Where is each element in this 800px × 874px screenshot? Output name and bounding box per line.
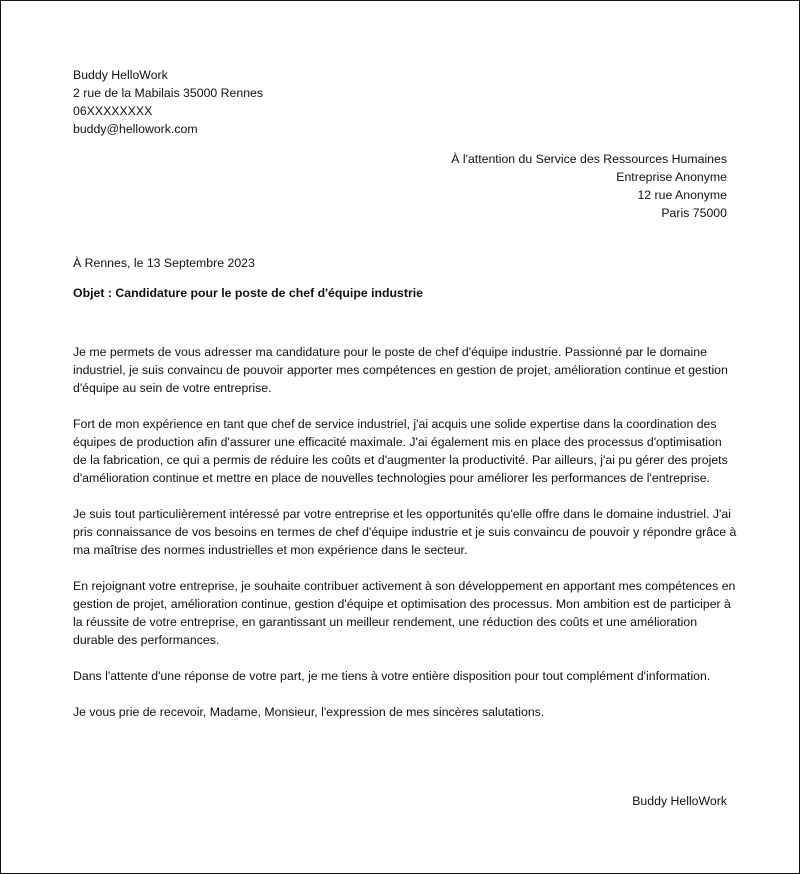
sender-block — [73, 66, 473, 138]
subject-line: Objet : Candidature pour le poste de chef d'équipe industrie — [73, 286, 424, 300]
sender-email: buddy@hellowork.com — [73, 122, 198, 136]
letter-body — [73, 343, 737, 739]
body-paragraph: Je me permets de vous adresser ma candidature pour le poste de chef d'équipe industrie. Passionné par le domaine industriel, je suis convaincu de pouvoir apporter mes compétences en gestion de projet, amélioration continue et gestion d'équipe au sein de votre entreprise. — [73, 345, 728, 395]
sender-phone: 06XXXXXXXX — [73, 104, 153, 118]
recipient-city: Paris 75000 — [661, 206, 727, 220]
signature: Buddy HelloWork — [632, 794, 727, 808]
recipient-street: 12 rue Anonyme — [637, 188, 727, 202]
body-paragraph: Fort de mon expérience en tant que chef de service industriel, j'ai acquis une solide expertise dans la coordination des équipes de production afin d'assurer une efficacité maximale. J'ai également mis en place des processus d'optimisation de la fabrication, ce qui a permis de réduire les coûts et d'augmenter la productivité. Par ailleurs, j'ai pu gérer des projets d'amélioration continue et mettre en place de nouvelles technologies pour améliorer les performances de l'entreprise. — [73, 417, 728, 485]
date-line: À Rennes, le 13 Septembre 2023 — [73, 256, 255, 270]
recipient-attention: À l'attention du Service des Ressources Humaines — [451, 152, 727, 166]
sender-address: 2 rue de la Mabilais 35000 Rennes — [73, 86, 264, 100]
body-paragraph: Dans l'attente d'une réponse de votre part, je me tiens à votre entière disposition pour tout complément d'information. — [73, 669, 711, 683]
recipient-company: Entreprise Anonyme — [616, 170, 727, 184]
body-paragraph: Je suis tout particulièrement intéressé par votre entreprise et les opportunités qu'elle offre dans le domaine industriel. J'ai pris connaissance de vos besoins en termes de chef d'équipe industrie et je suis convaincu de pouvoir y répondre grâce à ma maîtrise des normes industrielles et mon expérience dans le secteur. — [73, 507, 737, 557]
closing-paragraph: Je vous prie de recevoir, Madame, Monsieur, l'expression de mes sincères salutations. — [73, 705, 545, 719]
sender-name: Buddy HelloWork — [73, 68, 168, 82]
recipient-block — [307, 150, 727, 222]
body-paragraph: En rejoignant votre entreprise, je souhaite contribuer activement à son développement en apportant mes compétences en gestion de projet, amélioration continue, gestion d'équipe et optimisation des processus. Mon ambition est de participer à la réussite de votre entreprise, en garantissant un meilleur rendement, une réduction des coûts et une amélioration durable des performances. — [73, 579, 736, 647]
